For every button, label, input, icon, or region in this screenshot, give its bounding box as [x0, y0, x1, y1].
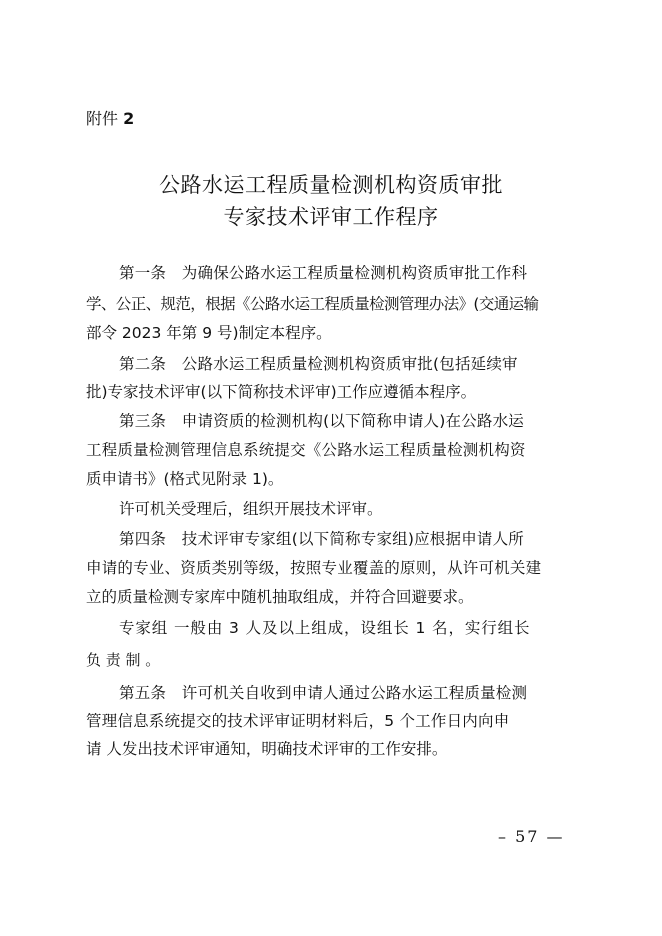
paragraph-line: 专家组 一般由 3 人及以上组成，设组长 1 名，实行组长 [119, 619, 531, 637]
paragraph-line: 请 人发出技术评审通知，明确技术评审的工作安排。 [86, 740, 448, 758]
paragraph-line: 管理信息系统提交的技术评审证明材料后，5 个工作日内向申 [86, 712, 510, 730]
document-title-line-2: 专家技术评审工作程序 [223, 205, 439, 229]
paragraph-line: 立的质量检测专家库中随机抽取组成，并符合回避要求。 [86, 588, 474, 606]
paragraph-line: 第三条 申请资质的检测机构(以下简称申请人)在公路水运 [119, 412, 524, 430]
paragraph-line: 第二条 公路水运工程质量检测机构资质审批(包括延续审 [119, 355, 518, 373]
paragraph-line: 第四条 技术评审专家组(以下简称专家组)应根据申请人所 [119, 530, 524, 548]
attachment-number: 2 [123, 109, 135, 128]
paragraph-line: 质申请书》(格式见附录 1)。 [86, 470, 284, 488]
page-number: – 57 — [498, 827, 565, 846]
paragraph-line: 批)专家技术评审(以下简称技术评审)工作应遵循本程序。 [86, 383, 477, 401]
paragraph-line: 第五条 许可机关自收到申请人通过公路水运工程质量检测 [119, 684, 528, 702]
paragraph-line: 学、公正、规范，根据《公路水运工程质量检测管理办法》(交通运输 [86, 295, 539, 313]
paragraph-line: 许可机关受理后，组织开展技术评审。 [119, 500, 383, 518]
paragraph-line: 第一条 为确保公路水运工程质量检测机构资质审批工作科 [119, 264, 528, 282]
document-title-line-1: 公路水运工程质量检测机构资质审批 [159, 173, 503, 197]
paragraph-line: 负 责 制 。 [86, 651, 161, 669]
paragraph-line: 申请的专业、资质类别等级，按照专业覆盖的原则，从许可机关建 [86, 559, 542, 577]
attachment-text: 附件 [86, 109, 119, 128]
paragraph-line: 工程质量检测管理信息系统提交《公路水运工程质量检测机构资 [86, 441, 526, 459]
attachment-label [86, 107, 134, 131]
paragraph-line: 部令 2023 年第 9 号)制定本程序。 [86, 324, 332, 342]
